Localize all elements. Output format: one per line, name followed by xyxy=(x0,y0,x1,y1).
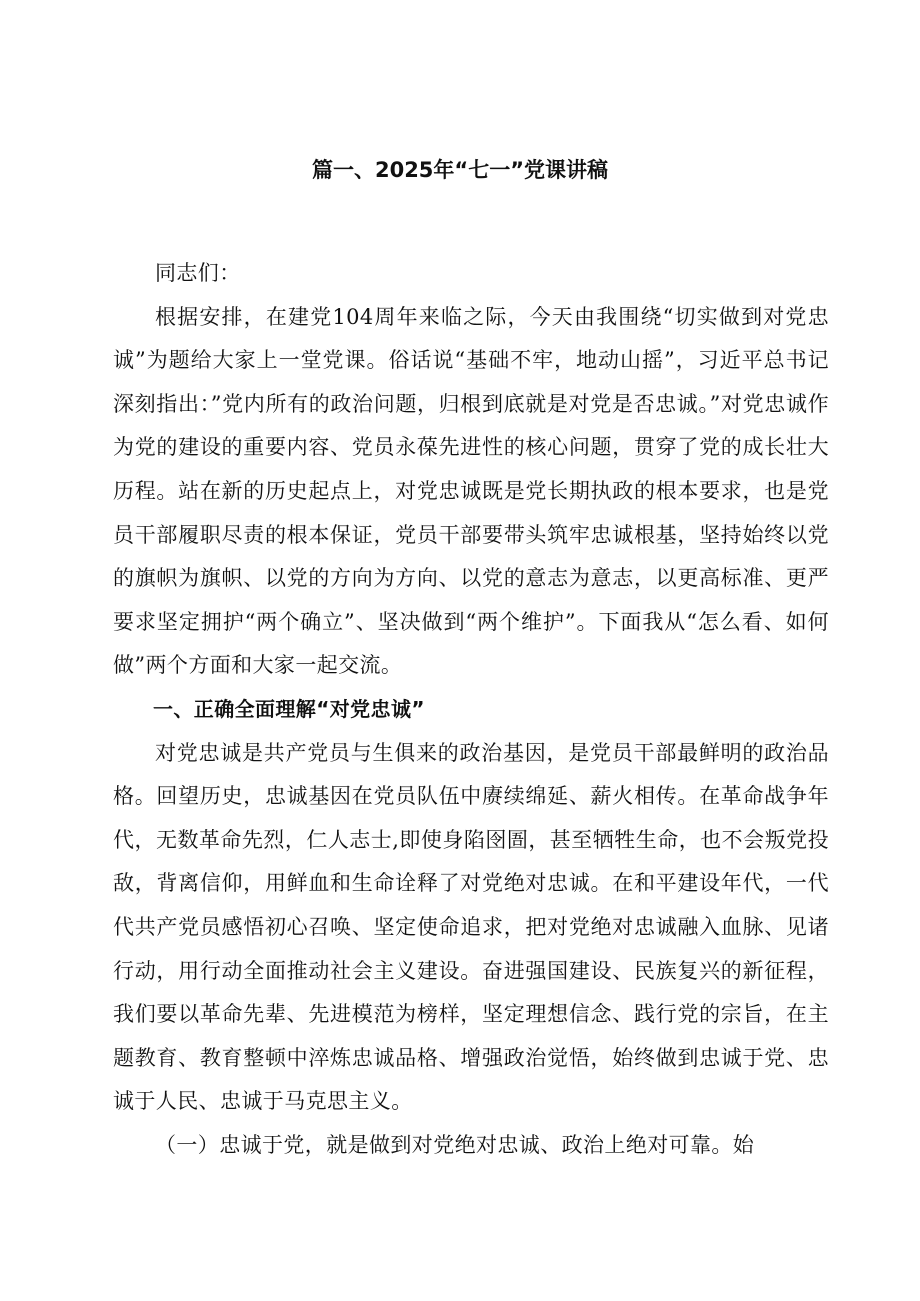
paragraph-intro: 根据安排，在建党104周年来临之际，今天由我围绕“切实做到对党忠诚”为题给大家上一堂党课。俗话说“基础不牢，地动山摇”，习近平总书记深刻指出：”党内所有的政治问题，归根到底就是对党是否忠诚。”对党忠诚作为党的建设的重要内容、党员永葆先进性的核心问题，贯穿了党的成长壮大历程。站在新的历史起点上，对党忠诚既是党长期执政的根本要求，也是党员干部履职尽责的根本保证，党员干部要带头筑牢忠诚根基，坚持始终以党的旗帜为旗帜、以党的方向为方向、以党的意志为意志，以更高标准、更严要求坚定拥护“两个确立”、坚决做到“两个维护”。下面我从“怎么看、如何做”两个方面和大家一起交流。 xyxy=(113,304,829,678)
document-title: 篇一、2025年“七一”党课讲稿 xyxy=(311,158,609,182)
document-body xyxy=(113,252,829,1167)
paragraph-subsection-one: （一）忠诚于党，就是做到对党绝对忠诚、政治上绝对可靠。始 xyxy=(155,1132,755,1157)
salutation: 同志们： xyxy=(155,261,241,285)
paragraph-section-one: 对党忠诚是共产党员与生俱来的政治基因，是党员干部最鲜明的政治品格。回望历史，忠诚基因在党员队伍中赓续绵延、薪火相传。在革命战争年代，无数革命先烈，仁人志士,即使身陷囹圄，甚至牺牲生命，也不会叛党投敌，背离信仰，用鲜血和生命诠释了对党绝对忠诚。在和平建设年代，一代代共产党员感悟初心召唤、坚定使命追求，把对党绝对忠诚融入血脉、见诸行动，用行动全面推动社会主义建设。奋进强国建设、民族复兴的新征程，我们要以革命先辈、先进模范为榜样，坚定理想信念、践行党的宗旨，在主题教育、教育整顿中淬炼忠诚品格、增强政治觉悟，始终做到忠诚于党、忠诚于人民、忠诚于马克思主义。 xyxy=(113,740,829,1114)
section-heading: 一、正确全面理解“对党忠诚” xyxy=(153,696,425,721)
